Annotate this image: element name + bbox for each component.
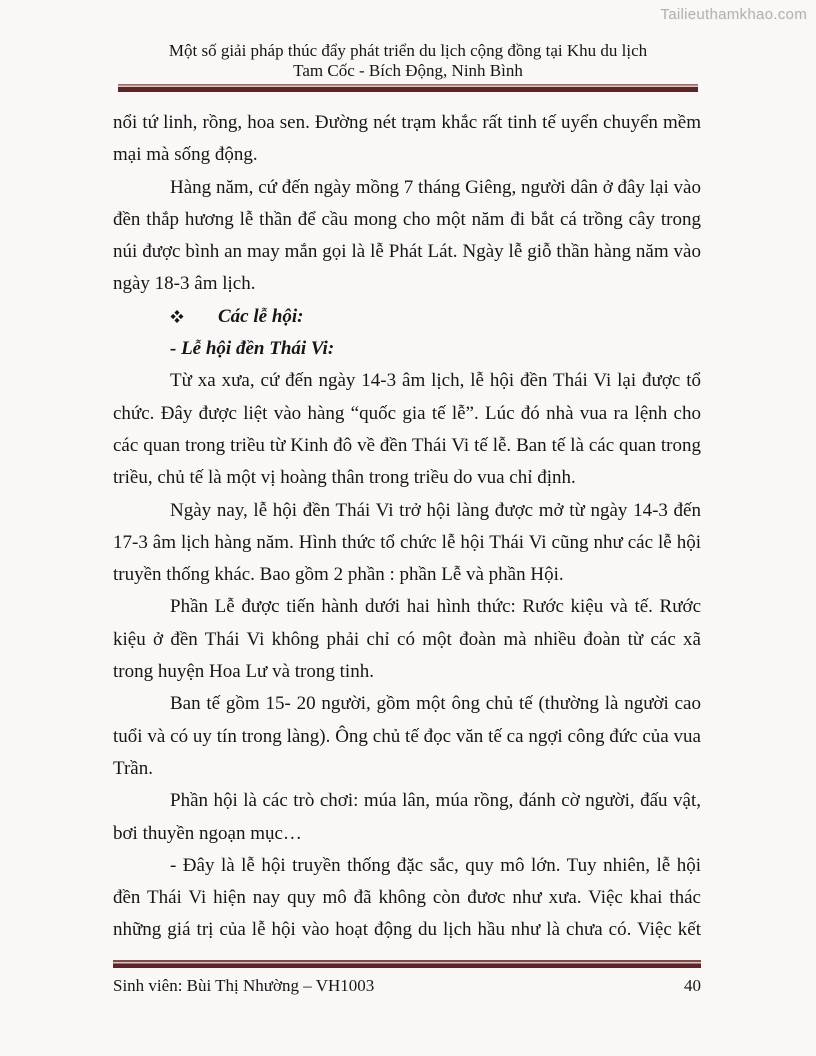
- body-paragraph-8: - Đây là lễ hội truyền thống đặc sắc, quy mô lớn. Tuy nhiên, lễ hội đền Thái Vi hiện nay quy mô đã không còn đươc như xưa. Việc khai thác những giá trị của lễ hội vào hoạt động du lịch hầu như là chưa có. Việc kết: [113, 854, 701, 941]
- watermark: Tailieuthamkhao.com: [660, 6, 807, 23]
- page-header-title-line2: Tam Cốc - Bích Động, Ninh Bình: [293, 61, 523, 80]
- section-heading-cac-le-hoi: [113, 301, 701, 333]
- body-paragraph-2: Hàng năm, cứ đến ngày mồng 7 tháng Giêng, người dân ở đây lại vào đền thắp hương lễ thần để cầu mong cho một năm đi bắt cá trồng cây trong núi được bình an may mắn gọi là lễ Phát Lát. Ngày lễ giỗ thần hàng năm vào ngày 18-3 âm lịch.: [113, 176, 701, 295]
- footer-page-number: 40: [684, 976, 701, 995]
- body-paragraph-5: Phần Lễ được tiến hành dưới hai hình thức: Rước kiệu và tế. Rước kiệu ở đền Thái Vi không phải chỉ có một đoàn mà nhiều đoàn từ các xã trong huyện Hoa Lư và trong tinh.: [113, 596, 701, 683]
- footer-author: Sinh viên: Bùi Thị Nhường – VH1003: [113, 976, 375, 995]
- body-paragraph-7: Phần hội là các trò chơi: múa lân, múa rồng, đánh cờ người, đấu vật, bơi thuyền ngoạn mục…: [113, 790, 701, 844]
- four-diamond-bullet-icon: [170, 310, 184, 323]
- subsection-heading-le-hoi-den-thai-vi: - Lễ hội đền Thái Vi:: [170, 338, 335, 360]
- body-paragraph-3: Từ xa xưa, cứ đến ngày 14-3 âm lịch, lễ hội đền Thái Vi lại được tổ chức. Đây được liệt vào hàng “quốc gia tế lễ”. Lúc đó nhà vua ra lệnh cho các quan trong triều từ Kinh đô về đền Thái Vi tế lễ. Ban tế là các quan trong triều, chủ tế là một vị hoàng thân trong triều do vua chỉ định.: [113, 370, 701, 489]
- footer-rule: [113, 960, 701, 968]
- body-paragraph-4: Ngày nay, lễ hội đền Thái Vi trở hội làng được mở từ ngày 14-3 đến 17-3 âm lịch hàng năm. Hình thức tổ chức lễ hội Thái Vi cũng như các lễ hội truyền thống khác. Bao gồm 2 phần : phần Lễ và phần Hội.: [113, 499, 701, 586]
- document-body: [113, 107, 701, 947]
- body-paragraph-1: nổi tứ linh, rồng, hoa sen. Đường nét trạm khắc rất tinh tế uyển chuyển mềm mại mà sống động.: [113, 112, 701, 166]
- header-rule: [118, 84, 698, 92]
- section-heading-label: Các lễ hội:: [218, 305, 304, 327]
- body-paragraph-6: Ban tế gồm 15- 20 người, gồm một ông chủ tế (thường là người cao tuổi và có uy tín trong làng). Ông chủ tế đọc văn tế ca ngợi công đức của vua Trần.: [113, 693, 701, 779]
- page-header-title-line1: Một số giải pháp thúc đẩy phát triển du lịch cộng đồng tại Khu du lịch: [168, 41, 648, 60]
- page-footer: [113, 960, 701, 996]
